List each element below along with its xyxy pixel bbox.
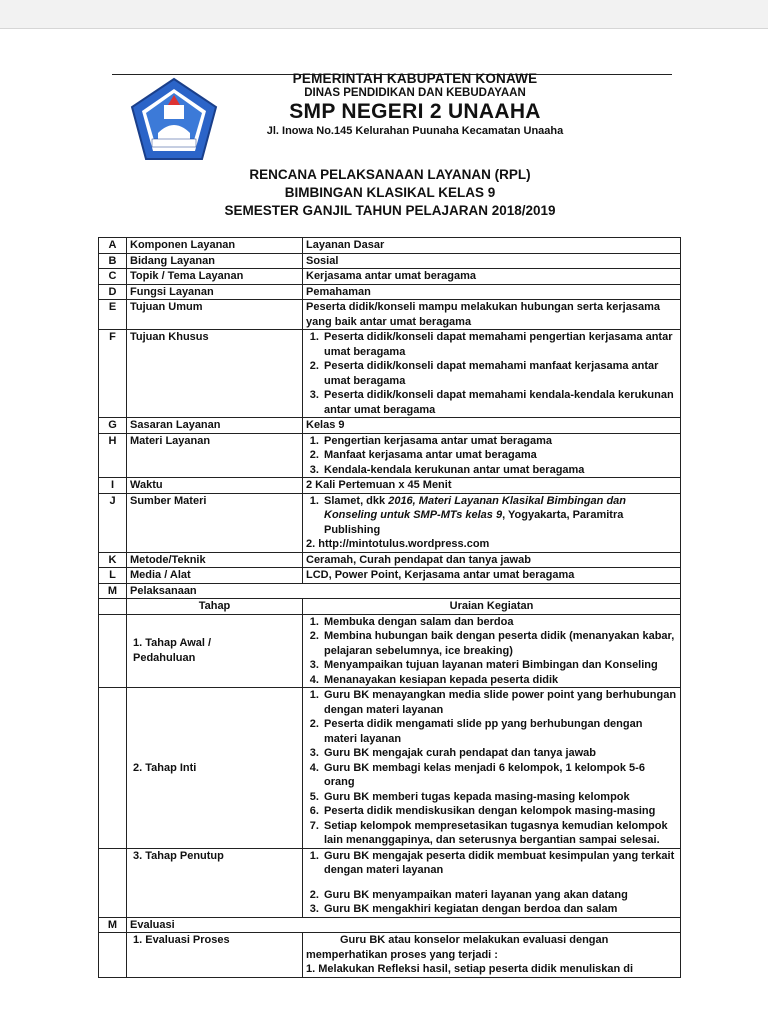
row-code: K <box>99 552 127 568</box>
list-item: 2. Manfaat kerjasama antar umat beragama <box>322 448 677 463</box>
evaluasi-proses-label: 1. Evaluasi Proses <box>127 933 303 978</box>
tujuan-khusus-list <box>306 330 677 417</box>
materi-layanan-list <box>306 434 677 478</box>
source-author: Slamet, dkk <box>324 494 389 507</box>
tahap-inti-label: 2. Tahap Inti <box>127 688 303 849</box>
row-value: 2 Kali Pertemuan x 45 Menit <box>303 478 681 494</box>
row-m <box>99 583 681 599</box>
letterhead <box>220 69 610 137</box>
row-code: G <box>99 418 127 434</box>
list-item: 2. Peserta didik/konseli dapat memahami manfaat kerjasama antar umat beragama <box>322 359 677 388</box>
row-code: B <box>99 253 127 269</box>
list-item: 1. Guru BK menayangkan media slide power point yang berhubungan dengan materi layanan <box>322 688 677 717</box>
list-item: 1. Peserta didik/konseli dapat memahami pengertian kerjasama antar umat beragama <box>322 330 677 359</box>
title-semester: SEMESTER GANJIL TAHUN PELAJARAN 2018/2019 <box>224 203 556 218</box>
title-bimbingan: BIMBINGAN KLASIKAL KELAS 9 <box>284 185 496 200</box>
row-value: Kerjasama antar umat beragama <box>303 269 681 285</box>
source-website: 2. http://mintotulus.wordpress.com <box>306 538 490 550</box>
row-h <box>99 433 681 478</box>
row-f <box>99 330 681 418</box>
row-label: Media / Alat <box>127 568 303 584</box>
row-j <box>99 493 681 552</box>
row-label: Sumber Materi <box>127 493 303 552</box>
row-k <box>99 552 681 568</box>
row-c <box>99 269 681 285</box>
source-title: 2016, Materi Layanan Klasikal Bimbingan dan Konseling untuk SMP-MTs kelas 9 <box>324 494 627 521</box>
row-code: A <box>99 238 127 254</box>
row-value: Peserta didik/konseli mampu melakukan hubungan serta kerjasama yang baik antar umat beragama <box>303 300 681 330</box>
rpl-table <box>98 237 681 978</box>
row-value: Sosial <box>303 253 681 269</box>
row-code: H <box>99 433 127 478</box>
list-item: 3. Kendala-kendala kerukunan antar umat beragama <box>322 463 677 478</box>
tahap-penutup-list <box>306 849 677 917</box>
tahap-awal-list <box>306 615 677 688</box>
header-department: DINAS PENDIDIKAN DAN KEBUDAYAAN <box>304 87 526 99</box>
row-code: M <box>99 583 127 599</box>
row-code: E <box>99 300 127 330</box>
row-evaluasi <box>99 917 681 933</box>
row-label: Waktu <box>127 478 303 494</box>
row-code: I <box>99 478 127 494</box>
row-value: Pemahaman <box>303 284 681 300</box>
row-label: Bidang Layanan <box>127 253 303 269</box>
document-page <box>0 28 768 1029</box>
title-rpl: RENCANA PELAKSANAAN LAYANAN (RPL) <box>249 167 531 182</box>
row-value <box>303 433 681 478</box>
row-label: Tujuan Khusus <box>127 330 303 418</box>
row-label: Fungsi Layanan <box>127 284 303 300</box>
header-tahap: Tahap <box>127 599 303 615</box>
list-item: 3. Guru BK mengajak curah pendapat dan tanya jawab <box>322 746 677 761</box>
row-value: Kelas 9 <box>303 418 681 434</box>
header-school-name: SMP NEGERI 2 UNAAHA <box>289 100 541 123</box>
evaluasi-proses-item: 1. Melakukan Refleksi hasil, setiap peserta didik menuliskan di <box>306 963 634 975</box>
tahap-inti-row <box>99 688 681 849</box>
list-item: 1. Membuka dengan salam dan berdoa <box>322 615 677 630</box>
row-g <box>99 418 681 434</box>
tahap-penutup-label: 3. Tahap Penutup <box>127 848 303 917</box>
row-d <box>99 284 681 300</box>
list-item: 2. Membina hubungan baik dengan peserta didik (menanyakan kabar, pelajaran sebelumnya, ice breaking) <box>322 629 677 658</box>
row-value <box>303 493 681 552</box>
row-label: Topik / Tema Layanan <box>127 269 303 285</box>
row-code: M <box>99 917 127 933</box>
list-item <box>322 494 677 538</box>
row-label: Pelaksanaan <box>127 583 681 599</box>
row-label: Komponen Layanan <box>127 238 303 254</box>
list-item: 1. Pengertian kerjasama antar umat beragama <box>322 434 677 449</box>
school-logo-icon <box>128 77 220 163</box>
row-code: D <box>99 284 127 300</box>
header-uraian: Uraian Kegiatan <box>303 599 681 615</box>
header-address: Jl. Inowa No.145 Kelurahan Puunaha Kecamatan Unaaha <box>266 125 564 137</box>
list-item: 2. Guru BK menyampaikan materi layanan yang akan datang <box>322 888 677 903</box>
document-titles <box>110 166 670 220</box>
row-label: Materi Layanan <box>127 433 303 478</box>
row-label: Tujuan Umum <box>127 300 303 330</box>
row-label: Evaluasi <box>127 917 681 933</box>
list-item: 3. Peserta didik/konseli dapat memahami kendala-kendala kerukunan antar umat beragama <box>322 388 677 417</box>
row-l <box>99 568 681 584</box>
list-item: 3. Menyampaikan tujuan layanan materi Bimbingan dan Konseling <box>322 658 677 673</box>
row-value: Ceramah, Curah pendapat dan tanya jawab <box>303 552 681 568</box>
row-e <box>99 300 681 330</box>
pelaksanaan-header <box>99 599 681 615</box>
evaluasi-proses-row <box>99 933 681 978</box>
row-code: L <box>99 568 127 584</box>
list-item: 1. Guru BK mengajak peserta didik membuat kesimpulan yang terkait dengan materi layanan <box>322 849 677 878</box>
list-item: 4. Guru BK membagi kelas menjadi 6 kelompok, 1 kelompok 5-6 orang <box>322 761 677 790</box>
row-label: Metode/Teknik <box>127 552 303 568</box>
row-code: C <box>99 269 127 285</box>
evaluasi-proses-text: Guru BK atau konselor melakukan evaluasi dengan memperhatikan proses yang terjadi : <box>306 934 609 961</box>
row-i <box>99 478 681 494</box>
tahap-awal-label: 1. Tahap Awal / Pedahuluan <box>127 614 303 688</box>
row-label: Sasaran Layanan <box>127 418 303 434</box>
list-item: 2. Peserta didik mengamati slide pp yang berhubungan dengan materi layanan <box>322 717 677 746</box>
row-value: LCD, Power Point, Kerjasama antar umat beragama <box>303 568 681 584</box>
list-item: 4. Menanayakan kesiapan kepada peserta didik <box>322 673 677 688</box>
row-value <box>303 330 681 418</box>
row-a <box>99 238 681 254</box>
row-code: J <box>99 493 127 552</box>
header-government: PEMERINTAH KABUPATEN KONAWE <box>292 71 538 86</box>
sumber-materi-list <box>306 494 677 538</box>
row-value: Layanan Dasar <box>303 238 681 254</box>
tahap-inti-list <box>306 688 677 848</box>
list-item: 5. Guru BK memberi tugas kepada masing-masing kelompok <box>322 790 677 805</box>
list-item: 6. Peserta didik mendiskusikan dengan kelompok masing-masing <box>322 804 677 819</box>
tahap-awal-row <box>99 614 681 688</box>
tahap-penutup-row <box>99 848 681 917</box>
row-b <box>99 253 681 269</box>
list-item: 3. Guru BK mengakhiri kegiatan dengan berdoa dan salam <box>322 902 677 917</box>
list-item: 7. Setiap kelompok mempresetasikan tugasnya kemudian kelompok lain menanggapinya, dan seterusnya bergantian sampai selesai. <box>322 819 677 848</box>
source-publisher: , Yogyakarta, Paramitra Publishing <box>324 509 624 536</box>
row-code: F <box>99 330 127 418</box>
